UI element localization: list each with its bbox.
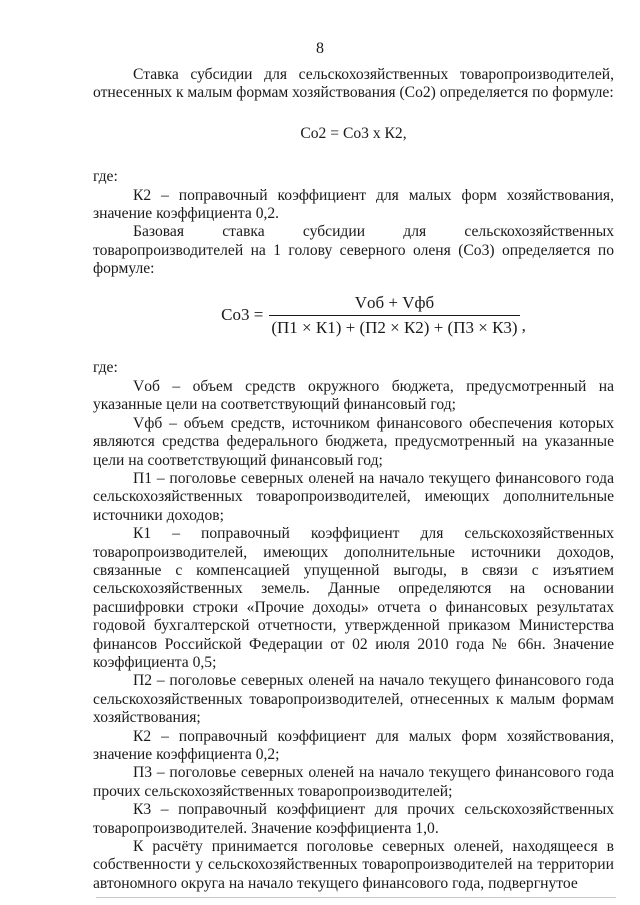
final-paragraph: К расчёту принимается поголовье северных оленей, находящееся в собственности у сельскохозяйственных товаропроизводителей на территории автономного округа на начало текущего финансового года, подвергнутое [93, 838, 614, 892]
base-rate-paragraph: Базовая ставка субсидии для сельскохозяйственных товаропроизводителей на 1 голову северного оленя (Со3) определяется по формуле: [93, 223, 614, 278]
definition-p2: П2 – поголовье северных оленей на начало текущего финансового года сельскохозяйственных товаропроизводителей, отнесенных к малым формам хозяйствования; [93, 672, 614, 727]
page-number: 8 [316, 40, 324, 57]
formula-co3-comma: , [521, 316, 526, 336]
formula-co3 [133, 294, 614, 338]
definition-v-fb: Vфб – объем средств, источником финансового обеспечения которых являются средства федерального бюджета, предусмотренный на указанные цели на соответствующий финансовый год; [93, 414, 614, 469]
formula-co3-numerator: Vоб + Vфб [354, 292, 435, 312]
definition-k1: К1 – поправочный коэффициент для сельскохозяйственных товаропроизводителей, имеющих дополнительные источники доходов, связанные с компенсацией упущенной выгоды, в связи с изъятием сельскохозяйственных земель. Данные определяются на основании расшифровки строки «Прочие доходы» отчета о финансовых результатах годовой бухгалтерской отчетности, утвержденной приказом Министерства финансов Российской Федерации от 02 июля 2010 года № 66н. Значение коэффициента 0,5; [93, 525, 614, 671]
scan-edge-line [96, 897, 616, 898]
definition-p1: П1 – поголовье северных оленей на начало текущего финансового года сельскохозяйственных товаропроизводителей, имеющих дополнительные источники доходов; [93, 469, 614, 524]
k2-definition: К2 – поправочный коэффициент для малых форм хозяйствования, значение коэффициента 0,2. [93, 186, 614, 223]
formula-co3-fraction [269, 294, 519, 338]
formula-co3-lhs: Со3 = [221, 305, 264, 325]
definition-v-ob: Vоб – объем средств окружного бюджета, предусмотренный на указанные цели на соответствующий финансовый год; [93, 377, 614, 414]
definition-k2: К2 – поправочный коэффициент для малых форм хозяйствования, значение коэффициента 0,2; [93, 727, 614, 763]
document-body [93, 66, 614, 893]
intro-paragraph: Ставка субсидии для сельскохозяйственных товаропроизводителей, отнесенных к малым формам хозяйствования (Со2) определяется по формуле: [93, 66, 614, 102]
formula-co3-denominator: (П1 × К1) + (П2 × К2) + (П3 × К3) [271, 318, 518, 338]
where-label-1: где: [93, 168, 118, 186]
formula-co2: Со2 = Со3 х К2, [300, 124, 407, 142]
definition-p3: П3 – поголовье северных оленей на начало текущего финансового года прочих сельскохозяйственных товаропроизводителей; [93, 764, 614, 800]
definition-k3: К3 – поправочный коэффициент для прочих сельскохозяйственных товаропроизводителей. Значение коэффициента 1,0. [93, 801, 614, 837]
where-label-2: где: [93, 359, 118, 377]
